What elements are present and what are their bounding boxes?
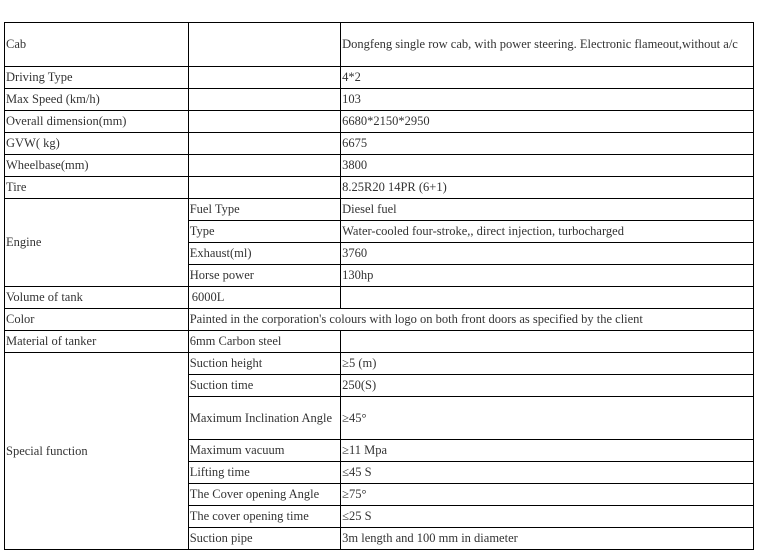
- row-label: Volume of tank: [5, 287, 189, 309]
- empty-cell: [188, 133, 340, 155]
- row-value: 250(S): [341, 375, 754, 397]
- sub-label: Lifting time: [188, 462, 340, 484]
- table-row: [5, 133, 754, 155]
- sub-label: Maximum Inclination Angle: [188, 397, 340, 440]
- row-value: Painted in the corporation's colours with logo on both front doors as specified by the client: [188, 309, 753, 331]
- row-label: Tire: [5, 177, 189, 199]
- row-label: GVW( kg): [5, 133, 189, 155]
- row-value: ≤25 S: [341, 506, 754, 528]
- sub-label: Type: [188, 221, 340, 243]
- row-value: 6675: [341, 133, 754, 155]
- empty-cell: [188, 111, 340, 133]
- empty-cell: [341, 287, 754, 309]
- row-value: 103: [341, 89, 754, 111]
- row-label: Wheelbase(mm): [5, 155, 189, 177]
- table-row: [5, 111, 754, 133]
- row-label: Color: [5, 309, 189, 331]
- table-row: [5, 331, 754, 353]
- table-row: [5, 199, 754, 221]
- row-value: 6680*2150*2950: [341, 111, 754, 133]
- row-value: ≥5 (m): [341, 353, 754, 375]
- row-value: 3m length and 100 mm in diameter: [341, 528, 754, 550]
- row-label: Max Speed (km/h): [5, 89, 189, 111]
- row-value: 6000L: [188, 287, 340, 309]
- sub-label: Maximum vacuum: [188, 440, 340, 462]
- row-value: ≤45 S: [341, 462, 754, 484]
- sub-label: Suction pipe: [188, 528, 340, 550]
- empty-cell: [188, 177, 340, 199]
- table-row: [5, 287, 754, 309]
- row-value: 3760: [341, 243, 754, 265]
- table-row: [5, 23, 754, 67]
- table-row: [5, 155, 754, 177]
- row-value: 4*2: [341, 67, 754, 89]
- row-value: 8.25R20 14PR (6+1): [341, 177, 754, 199]
- sub-label: The cover opening time: [188, 506, 340, 528]
- row-value: 6mm Carbon steel: [188, 331, 340, 353]
- row-label: Material of tanker: [5, 331, 189, 353]
- row-label-special-function: Special function: [5, 353, 189, 550]
- row-value: Dongfeng single row cab, with power steering. Electronic flameout,without a/c: [341, 23, 754, 67]
- row-value: 3800: [341, 155, 754, 177]
- empty-cell: [188, 23, 340, 67]
- table-row: [5, 89, 754, 111]
- row-label: Overall dimension(mm): [5, 111, 189, 133]
- row-label: Driving Type: [5, 67, 189, 89]
- empty-cell: [188, 155, 340, 177]
- row-value: 130hp: [341, 265, 754, 287]
- table-row: [5, 309, 754, 331]
- row-label-engine: Engine: [5, 199, 189, 287]
- sub-label: Horse power: [188, 265, 340, 287]
- row-value: ≥75°: [341, 484, 754, 506]
- table-row: [5, 67, 754, 89]
- spec-table: [4, 22, 754, 550]
- empty-cell: [188, 89, 340, 111]
- empty-cell: [341, 331, 754, 353]
- row-value: Water-cooled four-stroke,, direct injection, turbocharged: [341, 221, 754, 243]
- sub-label: Suction time: [188, 375, 340, 397]
- sub-label: Fuel Type: [188, 199, 340, 221]
- sub-label: The Cover opening Angle: [188, 484, 340, 506]
- sub-label: Exhaust(ml): [188, 243, 340, 265]
- row-label: Cab: [5, 23, 189, 67]
- sub-label: Suction height: [188, 353, 340, 375]
- table-row: [5, 177, 754, 199]
- row-value: ≥45°: [341, 397, 754, 440]
- row-value: Diesel fuel: [341, 199, 754, 221]
- table-row: [5, 353, 754, 375]
- empty-cell: [188, 67, 340, 89]
- row-value: ≥11 Mpa: [341, 440, 754, 462]
